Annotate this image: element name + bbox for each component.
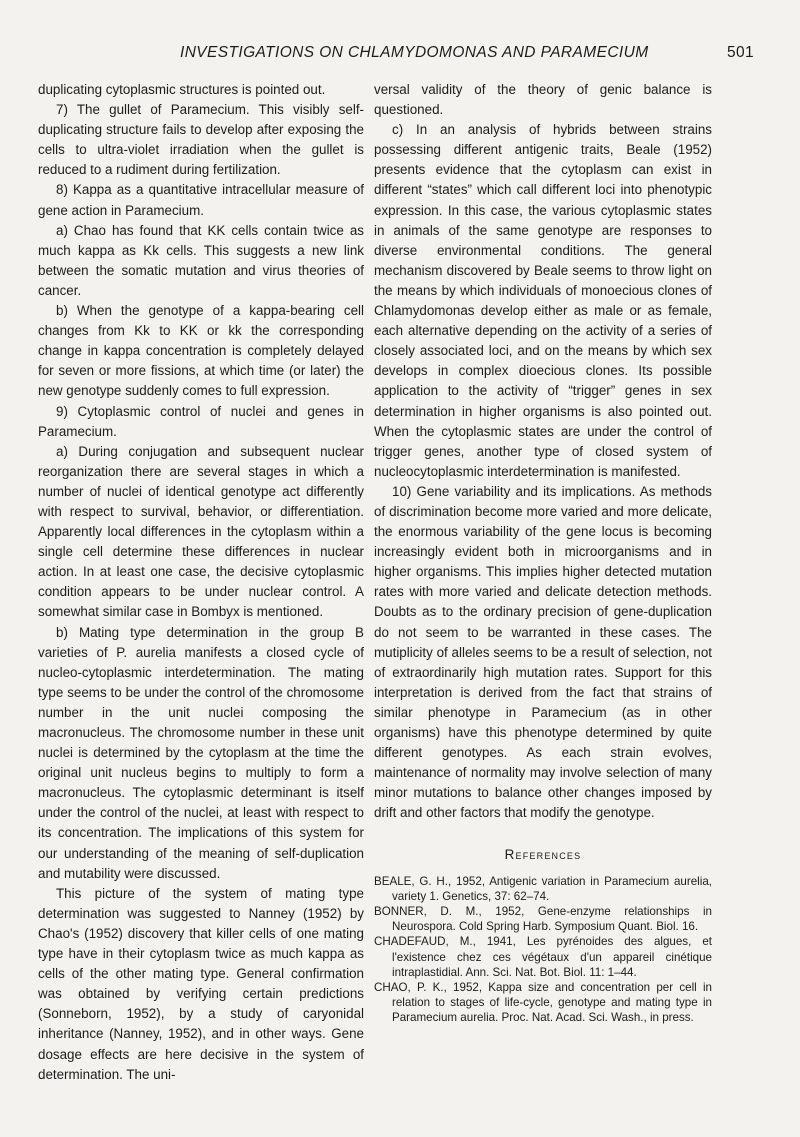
references-heading: References [504, 847, 582, 863]
reference-entry: BONNER, D. M., 1952, Gene-enzyme relationships in Neurospora. Cold Spring Harb. Symposium Quant. Biol. 16. [374, 904, 712, 934]
paragraph: This picture of the system of mating type determination was suggested to Nanney (1952) by Chao's (1952) discovery that killer cells of one mating type have in their cytoplasm twice as much kappa as cells of the other mating type. General confirmation was obtained by verifying certain predictions (Sonneborn, 1952), by a study of caryonidal inheritance (Nanney, 1952), and in other ways. Gene dosage effects are here decisive in the system of determination. The uni- [38, 885, 364, 1082]
paragraph: duplicating cytoplasmic structures is pointed out. [38, 82, 326, 97]
reference-entry: CHAO, P. K., 1952, Kappa size and concentration per cell in relation to stages of life-cycle, genotype and mating type in Paramecium aurelia. Proc. Nat. Acad. Sci. Wash., in press. [374, 980, 712, 1025]
running-header [40, 44, 754, 66]
left-column [38, 80, 364, 1085]
reference-entry: CHADEFAUD, M., 1941, Les pyrénoides des algues, et l'existence chez ces végétaux d'un appareil cinétique intraplastidial. Ann. Sci. Nat. Bot. Biol. 11: 1–44. [374, 935, 712, 979]
page-number: 501 [726, 44, 754, 61]
paragraph: 10) Gene variability and its implications. As methods of discrimination become more varied and more delicate, the enormous variability of the gene locus is becoming increasingly evident both in microorganisms and in higher organisms. This implies higher detected mutation rates with more varied and delicate detection methods. Doubts as to the ordinary precision of gene-duplication do not seem to be warranted in these cases. The mutiplicity of alleles seems to be a result of selection, not of extraordinarily high mutation rates. Support for this interpretation is derived from the fact that strains of similar phenotype in Paramecium (as in other organisms) have this phenotype determined by quite different genotypes. As each strain evolves, maintenance of normality may involve selection of many minor mutations to balance other changes imposed by drift and other factors that modify the genotype. [374, 483, 712, 821]
paragraph: 9) Cytoplasmic control of nuclei and genes in Paramecium. [38, 403, 364, 439]
paragraph: a) Chao has found that KK cells contain twice as much kappa as Kk cells. This suggests a new link between the somatic mutation and virus theories of cancer. [38, 222, 364, 298]
running-title: INVESTIGATIONS ON CHLAMYDOMONAS AND PARAMECIUM [180, 44, 649, 61]
paragraph: c) In an analysis of hybrids between strains possessing different antigenic traits, Beale (1952) presents evidence that the cytoplasm can exist in different “states” which call different loci into phenotypic expression. In this case, the various cytoplasmic states in animals of the same genotype are responses to diverse environmental conditions. The general mechanism discovered by Beale seems to throw light on the means by which individuals of monoecious clones of Chlamydomonas develop either as male or as female, each alternative depending on the activity of a series of closely associated loci, and on the means by which sex develops in complex dioecious clones. Its possible application to the activity of “trigger” genes in sex determination in higher organisms is also pointed out. When the cytoplasmic states are under the control of trigger genes, another type of closed system of nucleocytoplasmic interdetermination is manifested. [374, 122, 712, 479]
paragraph: 8) Kappa as a quantitative intracellular measure of gene action in Paramecium. [38, 182, 364, 218]
paragraph: a) During conjugation and subsequent nuclear reorganization there are several stages in which a number of nuclei of identical genotype act differently with respect to survival, behavior, or differentiation. Apparently local differences in the cytoplasm within a single cell determine these differences in nuclear action. In at least one case, the decisive cytoplasmic condition appears to be under nuclear control. A somewhat similar case in Bombyx is mentioned. [38, 443, 364, 620]
paragraph: b) When the genotype of a kappa-bearing cell changes from Kk to KK or kk the corresponding change in kappa concentration is completely delayed for seven or more fissions, at which time (or later) the new genotype suddenly comes to full expression. [38, 303, 364, 399]
paragraph: b) Mating type determination in the group B varieties of P. aurelia manifests a closed cycle of nucleo-cytoplasmic interdetermination. The mating type seems to be under the control of the chromosome number in the unit nuclei composing the macronucleus. The chromosome number in these unit nuclei is determined by the cytoplasm at the time the original unit nucleus begins to multiply to form a macronucleus. The cytoplasmic determinant is itself under the control of the nuclei, at least with respect to its concentration. The implications of this system for our understanding of the meaning of self-duplication and mutability were discussed. [38, 624, 364, 881]
paragraph: 7) The gullet of Paramecium. This visibly self-duplicating structure fails to develop after exposing the cells to ultra-violet irradiation when the gullet is reduced to a rudiment during fertilization. [38, 102, 364, 178]
right-column [374, 80, 712, 1026]
paragraph: versal validity of the theory of genic balance is questioned. [374, 82, 712, 118]
reference-entry: BEALE, G. H., 1952, Antigenic variation in Paramecium aurelia, variety 1. Genetics, 37: 62–74. [374, 874, 712, 903]
